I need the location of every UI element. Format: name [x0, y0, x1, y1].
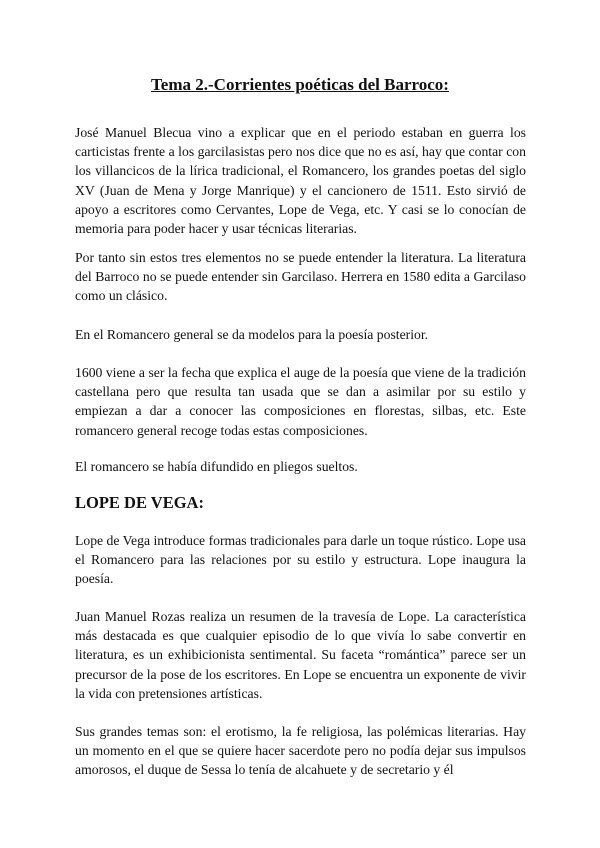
paragraph-1600: 1600 viene a ser la fecha que explica el auge de la poesía que viene de la tradición castellana pero que resulta tan usada que se dan a asimilar por su estilo y empiezan a dar a conocer las composiciones en florestas, silbas, etc. Este romancero general recoge todas estas composiciones. — [75, 365, 526, 438]
paragraph-grandes-temas: Sus grandes temas son: el erotismo, la fe religiosa, las polémicas literarias. Hay un momento en el que se quiere hacer sacerdote pero no podía dejar sus impulsos amorosos, el duque de Sessa lo tenía de alcahuete y de secretario y él — [75, 724, 526, 778]
paragraph-romancero-general: En el Romancero general se da modelos para la poesía posterior. — [75, 327, 429, 342]
paragraph-rozas: Juan Manuel Rozas realiza un resumen de la travesía de Lope. La característica más destacada es que cualquier episodio de lo que vivía lo sabe convertir en literatura, es un exhibicionista sentimental. Su faceta “romántica” parece ser un precursor de la pose de los escritores. En Lope se encuentra un exponente de vivir la vida con pretensiones artísticas. — [75, 609, 526, 701]
paragraph-pliegos-sueltos: El romancero se había difundido en pliegos sueltos. — [75, 459, 358, 474]
paragraph-garcilaso: Por tanto sin estos tres elementos no se puede entender la literatura. La literatura del Barroco no se puede entender sin Garcilaso. Herrera en 1580 edita a Garcilaso como un clásico. — [75, 250, 526, 304]
page-title: Tema 2.-Corrientes poéticas del Barroco: — [151, 75, 449, 94]
paragraph-blecua: José Manuel Blecua vino a explicar que en el periodo estaban en guerra los carticistas frente a los garcilasistas pero nos dice que no es así, hay que contar con los villancicos de la lírica tradicional, el Romancero, los grandes poetas del siglo XV (Juan de Mena y Jorge Manrique) y el cancionero de 1511. Esto sirvió de apoyo a escritores como Cervantes, Lope de Vega, etc. Y casi se lo conocían de memoria para poder hacer y usar técnicas literarias. — [75, 125, 526, 237]
section-heading-lope-de-vega: LOPE DE VEGA: — [75, 493, 204, 512]
paragraph-lope-intro: Lope de Vega introduce formas tradicionales para darle un toque rústico. Lope usa el Romancero para las relaciones por su estilo y estructura. Lope inaugura la poesía. — [75, 533, 526, 587]
